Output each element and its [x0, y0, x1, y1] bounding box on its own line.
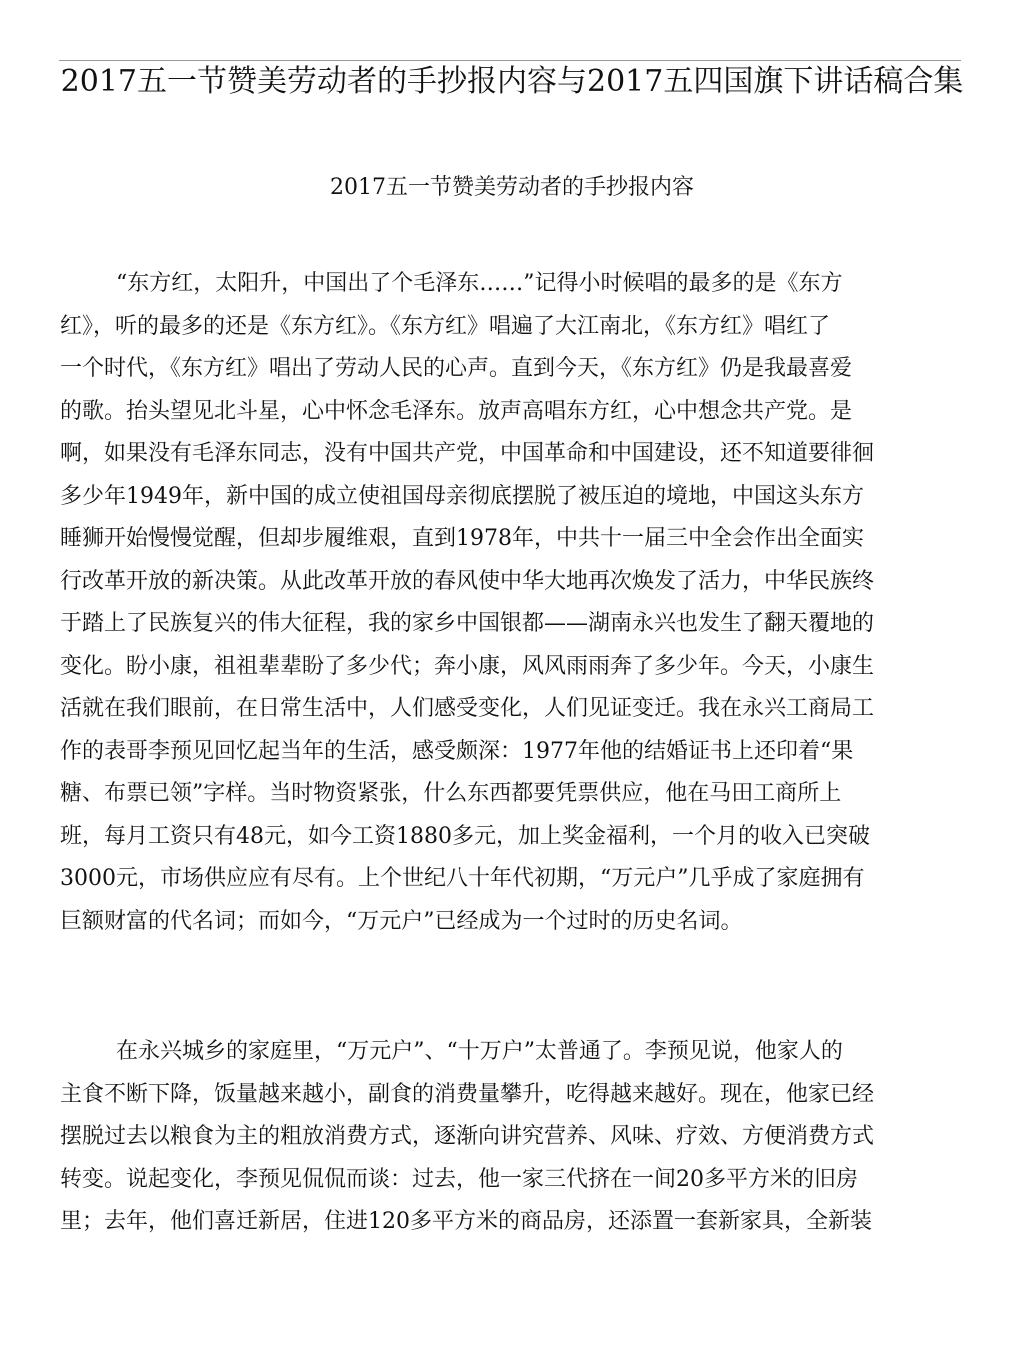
paragraph-line: 啊，如果没有毛泽东同志，没有中国共产党，中国革命和中国建设，还不知道要徘徊	[60, 441, 875, 466]
paragraph-1	[60, 263, 930, 943]
paragraph-line: 在永兴城乡的家庭里，“万元户”、“十万户”太普通了。李预见说，他家人的	[60, 1039, 843, 1064]
paragraph-line: 转变。说起变化，李预见侃侃而谈：过去，他一家三代挤在一间20多平方米的旧房	[60, 1166, 858, 1192]
paragraph-2	[60, 1031, 930, 1244]
paragraph-line: 3000元，市场供应应有尽有。上个世纪八十年代初期，“万元户”几乎成了家庭拥有	[60, 866, 865, 891]
paragraph-line: 里；去年，他们喜迁新居，住进120多平方米的商品房，还添置一套新家具，全新装	[60, 1209, 872, 1234]
paragraph-line: 班，每月工资只有48元，如今工资1880多元，加上奖金福利，一个月的收入已突破	[60, 823, 870, 849]
paragraph-line: 主食不断下降，饭量越来越小，副食的消费量攀升，吃得越来越好。现在，他家已经	[60, 1081, 875, 1107]
paragraph-line: “东方红，太阳升，中国出了个毛泽东……”记得小时候唱的最多的是《东方	[60, 271, 843, 296]
section-title: 2017五一节赞美劳动者的手抄报内容	[330, 175, 694, 200]
paragraph-line: 于踏上了民族复兴的伟大征程，我的家乡中国银都——湖南永兴也发生了翻天覆地的	[60, 611, 875, 636]
paragraph-line: 变化。盼小康，祖祖辈辈盼了多少代；奔小康，风风雨雨奔了多少年。今天，小康生	[60, 653, 875, 679]
paragraph-line: 糖、布票已领”字样。当时物资紧张，什么东西都要凭票供应，他在马田工商所上	[60, 781, 842, 806]
paragraph-line: 红》，听的最多的还是《东方红》。《东方红》唱遍了大江南北，《东方红》唱红了	[60, 313, 831, 339]
paragraph-line: 一个时代，《东方红》唱出了劳动人民的心声。直到今天，《东方红》仍是我最喜爱	[60, 356, 853, 381]
paragraph-line: 摆脱过去以粮食为主的粗放消费方式，逐渐向讲究营养、风味、疗效、方便消费方式	[60, 1124, 875, 1149]
header-rule	[59, 60, 961, 61]
paragraph-line: 行改革开放的新决策。从此改革开放的春风使中华大地再次焕发了活力，中华民族终	[60, 568, 875, 594]
paragraph-line: 巨额财富的代名词；而如今，“万元户”已经成为一个过时的历史名词。	[60, 908, 743, 934]
paragraph-line: 作的表哥李预见回忆起当年的生活，感受颇深：1977年他的结婚证书上还印着“果	[60, 738, 854, 764]
paragraph-line: 睡狮开始慢慢觉醒，但却步履维艰，直到1978年，中共十一届三中全会作出全面实	[60, 526, 864, 551]
document-title: 2017五一节赞美劳动者的手抄报内容与2017五四国旗下讲话稿合集	[60, 64, 964, 99]
paragraph-line: 的歌。抬头望见北斗星，心中怀念毛泽东。放声高唱东方红，心中想念共产党。是	[60, 398, 853, 424]
paragraph-line: 多少年1949年，新中国的成立使祖国母亲彻底摆脱了被压迫的境地，中国这头东方	[60, 483, 864, 509]
paragraph-line: 活就在我们眼前，在日常生活中，人们感受变化，人们见证变迁。我在永兴工商局工	[60, 696, 875, 721]
